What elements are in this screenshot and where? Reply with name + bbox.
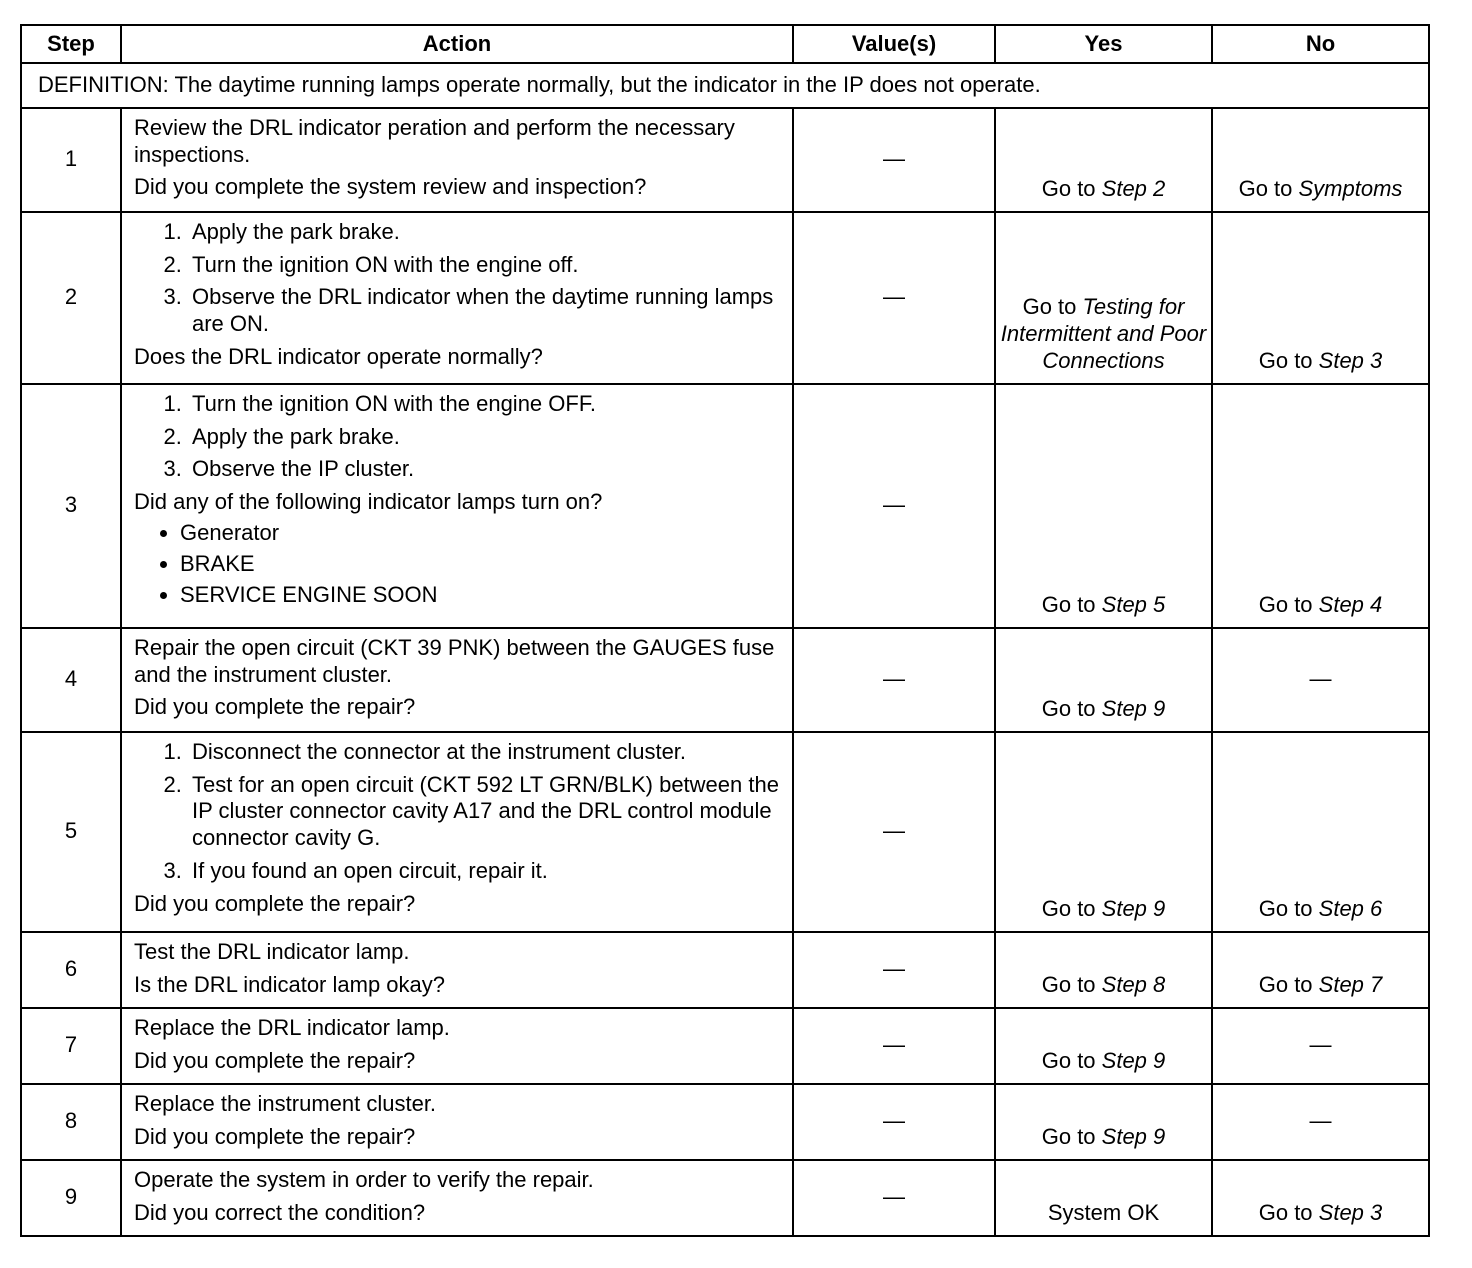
yes-cell <box>995 384 1212 628</box>
action-question: Did you complete the repair? <box>134 1047 416 1073</box>
action-text: Operate the system in order to verify the repair. <box>134 1166 594 1192</box>
no-prefix: Go to <box>1238 176 1299 201</box>
yes-prefix: Go to <box>1041 1048 1102 1073</box>
action-cell <box>121 384 793 628</box>
action-cell <box>121 1008 793 1084</box>
no-link: Step 4 <box>1318 592 1383 617</box>
step-number: 1 <box>21 108 121 212</box>
action-cell <box>121 1160 793 1236</box>
no-cell: — <box>1212 628 1429 732</box>
table-row <box>21 628 1429 732</box>
action-steps <box>134 219 782 338</box>
value-cell: — <box>793 732 995 932</box>
value-cell: — <box>793 108 995 212</box>
no-link: Step 6 <box>1318 896 1383 921</box>
no-prefix: Go to <box>1258 896 1319 921</box>
no-cell <box>1212 732 1429 932</box>
action-text: Review the DRL indicator peration and perform the necessary inspections. <box>134 114 735 167</box>
yes-cell <box>995 732 1212 932</box>
table-row <box>21 732 1429 932</box>
indicator-item: • SERVICE ENGINE SOON <box>180 582 782 609</box>
action-question: Did you complete the repair? <box>134 1123 416 1149</box>
action-question: Did you complete the system review and inspection? <box>134 174 647 200</box>
yes-link: Step 9 <box>1101 1124 1166 1149</box>
header-step: Step <box>21 25 121 63</box>
step-number: 2 <box>21 212 121 384</box>
yes-link: Step 9 <box>1101 896 1166 921</box>
yes-link: Step 5 <box>1101 592 1166 617</box>
action-cell <box>121 212 793 384</box>
value-cell: — <box>793 1160 995 1236</box>
action-question: Is the DRL indicator lamp okay? <box>134 971 445 997</box>
yes-cell <box>995 108 1212 212</box>
action-step: 3. If you found an open circuit, repair it. <box>188 858 782 885</box>
yes-prefix: Go to <box>1041 176 1102 201</box>
no-prefix: Go to <box>1258 972 1319 997</box>
step-number: 5 <box>21 732 121 932</box>
no-link: Step 3 <box>1318 1200 1383 1225</box>
action-step: 2. Test for an open circuit (CKT 592 LT GRN/BLK) between the IP cluster connector cavity A17 and the DRL control module connector cavity G. <box>188 772 782 852</box>
action-question: Did you complete the repair? <box>134 694 416 720</box>
action-text: Replace the instrument cluster. <box>134 1090 437 1116</box>
no-link: Symptoms <box>1298 176 1403 201</box>
yes-link: Step 9 <box>1101 696 1166 721</box>
header-values: Value(s) <box>793 25 995 63</box>
no-prefix: Go to <box>1258 348 1319 373</box>
yes-prefix: Go to <box>1041 592 1102 617</box>
yes-prefix: Go to <box>1041 696 1102 721</box>
action-cell <box>121 1084 793 1160</box>
no-cell <box>1212 212 1429 384</box>
table-row <box>21 1160 1429 1236</box>
value-cell: — <box>793 628 995 732</box>
no-link: Step 7 <box>1318 972 1383 997</box>
action-step: 3. Observe the DRL indicator when the daytime running lamps are ON. <box>188 284 782 338</box>
action-step: 1. Turn the ignition ON with the engine OFF. <box>188 391 782 418</box>
action-question: Did any of the following indicator lamps turn on? <box>134 489 603 515</box>
yes-link: Testing for Intermittent and Poor Connections <box>1000 294 1207 373</box>
action-step: 1. Disconnect the connector at the instrument cluster. <box>188 739 782 766</box>
step-number: 7 <box>21 1008 121 1084</box>
action-steps <box>134 391 782 483</box>
value-cell: — <box>793 212 995 384</box>
action-question: Does the DRL indicator operate normally? <box>134 344 543 370</box>
header-row <box>21 25 1429 63</box>
table-row <box>21 1008 1429 1084</box>
action-text: Replace the DRL indicator lamp. <box>134 1014 450 1040</box>
no-cell: — <box>1212 1008 1429 1084</box>
step-number: 9 <box>21 1160 121 1236</box>
action-step: 2. Turn the ignition ON with the engine off. <box>188 252 782 279</box>
action-question: Did you complete the repair? <box>134 890 416 916</box>
value-cell: — <box>793 384 995 628</box>
table-row <box>21 384 1429 628</box>
action-cell <box>121 108 793 212</box>
action-step: 2. Apply the park brake. <box>188 424 782 451</box>
yes-prefix: Go to <box>1022 294 1083 320</box>
action-step: 3. Observe the IP cluster. <box>188 456 782 483</box>
value-cell: — <box>793 1008 995 1084</box>
value-cell: — <box>793 932 995 1008</box>
yes-prefix: Go to <box>1041 972 1102 997</box>
action-cell <box>121 628 793 732</box>
yes-cell <box>995 1008 1212 1084</box>
yes-link: Step 8 <box>1101 972 1166 997</box>
step-number: 8 <box>21 1084 121 1160</box>
no-prefix: Go to <box>1258 592 1319 617</box>
no-cell <box>1212 384 1429 628</box>
yes-link: Step 9 <box>1101 1048 1166 1073</box>
step-number: 3 <box>21 384 121 628</box>
no-cell: — <box>1212 1084 1429 1160</box>
definition-text: DEFINITION: The daytime running lamps operate normally, but the indicator in the IP does not operate. <box>21 63 1429 108</box>
no-prefix: Go to <box>1258 1200 1319 1225</box>
yes-cell <box>995 932 1212 1008</box>
header-yes: Yes <box>995 25 1212 63</box>
indicator-list <box>134 520 782 608</box>
yes-prefix: Go to <box>1041 896 1102 921</box>
no-link: Step 3 <box>1318 348 1383 373</box>
action-question: Did you correct the condition? <box>134 1199 426 1225</box>
action-cell <box>121 932 793 1008</box>
no-cell <box>1212 108 1429 212</box>
yes-cell <box>995 212 1212 384</box>
action-steps <box>134 739 782 885</box>
table-row <box>21 932 1429 1008</box>
table-row <box>21 212 1429 384</box>
diagnostic-table <box>20 24 1430 1237</box>
no-cell <box>1212 1160 1429 1236</box>
action-text: Repair the open circuit (CKT 39 PNK) between the GAUGES fuse and the instrument cluster. <box>134 634 775 687</box>
header-action: Action <box>121 25 793 63</box>
yes-cell: System OK <box>995 1160 1212 1236</box>
action-text: Test the DRL indicator lamp. <box>134 938 410 964</box>
header-no: No <box>1212 25 1429 63</box>
value-cell: — <box>793 1084 995 1160</box>
step-number: 4 <box>21 628 121 732</box>
step-number: 6 <box>21 932 121 1008</box>
indicator-item: • Generator <box>180 520 782 547</box>
indicator-item: • BRAKE <box>180 551 782 578</box>
action-step: 1. Apply the park brake. <box>188 219 782 246</box>
yes-link: Step 2 <box>1101 176 1166 201</box>
yes-cell <box>995 1084 1212 1160</box>
definition-row <box>21 63 1429 108</box>
table-row <box>21 108 1429 212</box>
table-row <box>21 1084 1429 1160</box>
no-cell <box>1212 932 1429 1008</box>
action-cell <box>121 732 793 932</box>
yes-prefix: Go to <box>1041 1124 1102 1149</box>
yes-cell <box>995 628 1212 732</box>
